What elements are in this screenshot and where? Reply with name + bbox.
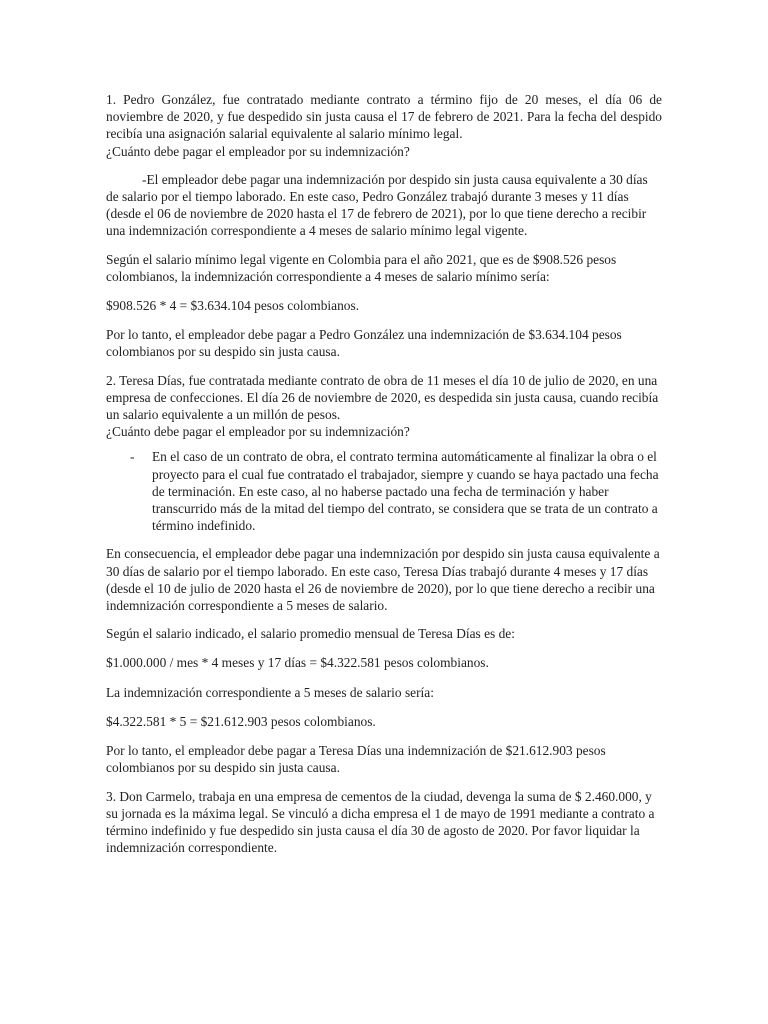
problem1-answer-intro: -El empleador debe pagar una indemnización por despido sin justa causa equivalente a 30 días de salario por el tiempo laborado. En este caso, Pedro González trabajó durante 3 meses y 11 días (desde el 06 de noviembre de 2020 hasta el 17 de febrero de 2021), por lo que tiene derecho a recibir una indemnización correspondiente a 4 meses de salario mínimo legal vigente. — [106, 171, 648, 239]
problem1-salary-text: Según el salario mínimo legal vigente en Colombia para el año 2021, que es de $908.526 pesos colombianos, la indemnización correspondiente a 4 meses de salario mínimo sería: — [106, 251, 617, 284]
problem1-statement: 1. Pedro González, fue contratado mediante contrato a término fijo de 20 meses, el día 06 de noviembre de 2020, y fue despedido sin justa causa el 17 de febrero de 2021. Para la fecha del despido recibía una asignación salarial equivalente al salario mínimo legal. — [106, 92, 662, 142]
problem2-bullet-text: En el caso de un contrato de obra, el contrato termina automáticamente al finalizar la obra o el proyecto para el cual fue contratado el trabajador, siempre y cuando se haya pactado una fecha de terminación. En este caso, al no haberse pactado una fecha de terminación y haber transcurrido más de la mitad del tiempo del contrato, se considera que se trata de un contrato a término indefinido. — [152, 449, 659, 534]
document-page — [106, 91, 662, 856]
bullet-dash-icon: - — [130, 449, 135, 465]
problem2-indemnity-text: La indemnización correspondiente a 5 meses de salario sería: — [106, 684, 434, 700]
problem2-question: ¿Cuánto debe pagar el empleador por su indemnización? — [106, 424, 410, 440]
problem2-salary-text: Según el salario indicado, el salario promedio mensual de Teresa Días es de: — [106, 626, 515, 642]
problem2-calculation2: $4.322.581 * 5 = $21.612.903 pesos colombianos. — [106, 713, 376, 729]
problem1-conclusion: Por lo tanto, el empleador debe pagar a Pedro González una indemnización de $3.634.104 pesos colombianos por su despido sin justa causa. — [106, 327, 622, 360]
problem3-statement: 3. Don Carmelo, trabaja en una empresa de cementos de la ciudad, devenga la suma de $ 2.460.000, y su jornada es la máxima legal. Se vinculó a dicha empresa el 1 de mayo de 1991 mediante a contrato a término indefinido y fue despedido sin justa causa el día 30 de agosto de 2020. Por favor liquidar la indemnización correspondiente. — [106, 788, 655, 856]
problem2-conclusion: Por lo tanto, el empleador debe pagar a Teresa Días una indemnización de $21.612.903 pesos colombianos por su despido sin justa causa. — [106, 743, 606, 776]
problem1-calculation: $908.526 * 4 = $3.634.104 pesos colombianos. — [106, 298, 360, 314]
problem2-calculation1: $1.000.000 / mes * 4 meses y 17 días = $4.322.581 pesos colombianos. — [106, 655, 489, 671]
problem1-question: ¿Cuánto debe pagar el empleador por su indemnización? — [106, 143, 410, 159]
problem2-consequence: En consecuencia, el empleador debe pagar una indemnización por despido sin justa causa equivalente a 30 días de salario por el tiempo laborado. En este caso, Teresa Días trabajó durante 4 meses y 17 días (desde el 10 de julio de 2020 hasta el 26 de noviembre de 2020), por lo que tiene derecho a recibir una indemnización correspondiente a 5 meses de salario. — [106, 546, 660, 614]
problem2-statement: 2. Teresa Días, fue contratada mediante contrato de obra de 11 meses el día 10 de julio de 2020, en una empresa de confecciones. El día 26 de noviembre de 2020, es despedida sin justa causa, cuando recibía un salario equivalente a un millón de pesos. — [106, 372, 659, 423]
problem2-bullet — [106, 448, 662, 534]
